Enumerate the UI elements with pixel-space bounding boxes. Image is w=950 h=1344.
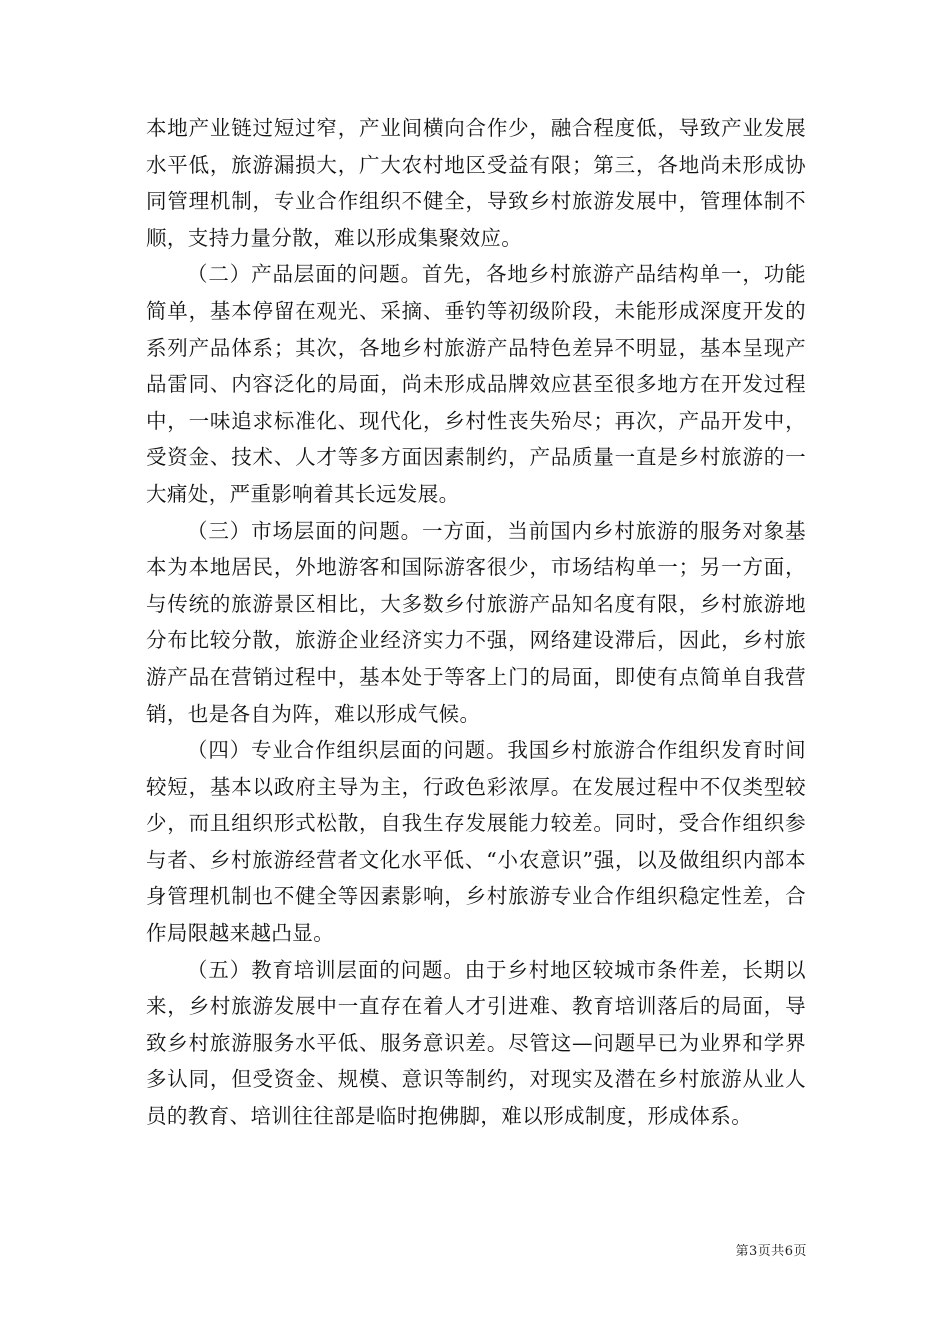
page-number-footer: 第3页共6页 [735,1244,807,1259]
document-body [146,110,806,1135]
paragraph-training-issues: （五）教育培训层面的问题。由于乡村地区较城市条件差，长期以来，乡村旅游发展中一直存在着人才引进难、教育培训落后的局面，导致乡村旅游服务水平低、服务意识差。尽管这—问题早已为业界和学界多认同，但受资金、规模、意识等制约，对现实及潜在乡村旅游从业人员的教育、培训往往部是临时抱佛脚，难以形成制度，形成体系。 [146,957,806,1129]
paragraph-cooperative-issues: （四）专业合作组织层面的问题。我国乡村旅游合作组织发育时间较短，基本以政府主导为主，行政色彩浓厚。在发展过程中不仅类型较少，而且组织形式松散，自我生存发展能力较差。同时，受合作组织参与者、乡村旅游经营者文化水平低、“小农意识”强，以及做组织内部本身管理机制也不健全等因素影响，乡村旅游专业合作组织稳定性差，合作局限越来越凸显。 [146,738,806,946]
paragraph-continuation: 本地产业链过短过窄，产业间横向合作少，融合程度低，导致产业发展水平低，旅游漏损大，广大农村地区受益有限；第三，各地尚未形成协同管理机制，专业合作组织不健全，导致乡村旅游发展中，管理体制不顺，支持力量分散，难以形成集聚效应。 [146,116,806,250]
paragraph-product-issues: （二）产品层面的问题。首先，各地乡村旅游产品结构单一，功能简单，基本停留在观光、采摘、垂钓等初级阶段，未能形成深度开发的系列产品体系；其次，各地乡村旅游产品特色差异不明显，基本呈现产品雷同、内容泛化的局面，尚未形成品牌效应甚至很多地方在开发过程中，一味追求标准化、现代化，乡村性丧失殆尽；再次，产品开发中，受资金、技术、人才等多方面因素制约，产品质量一直是乡村旅游的一大痛处，严重影响着其长远发展。 [146,262,806,506]
paragraph-market-issues: （三）市场层面的问题。一方面，当前国内乡村旅游的服务对象基本为本地居民，外地游客和国际游客很少，市场结构单一；另一方面，与传统的旅游景区相比，大多数乡付旅游产品知名度有限，乡村旅游地分布比较分散，旅游企业经济实力不强，网络建设滞后，因此，乡村旅游产品在营销过程中，基本处于等客上门的局面，即使有点简单自我营销，也是各自为阵，难以形成气候。 [146,518,806,726]
